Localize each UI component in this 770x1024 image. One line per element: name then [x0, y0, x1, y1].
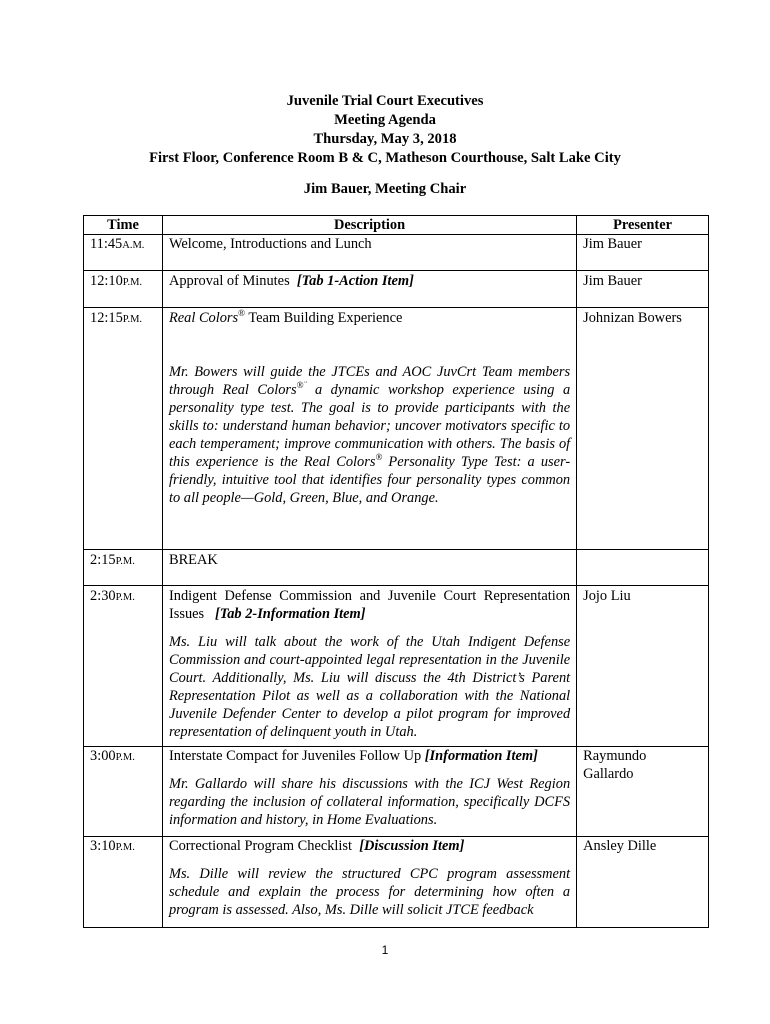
ampm: P.M.	[115, 592, 135, 603]
meeting-location: First Floor, Conference Room B & C, Matheson Courthouse, Salt Lake City	[149, 150, 621, 166]
item-title: Approval of Minutes	[168, 273, 290, 289]
time-cell	[84, 550, 163, 586]
description-cell	[162, 586, 576, 747]
ampm: P.M.	[122, 314, 143, 325]
time-value: 12:15	[90, 310, 123, 326]
presenter-header: Presenter	[577, 216, 709, 235]
description-cell	[162, 271, 576, 308]
time-cell	[84, 837, 163, 928]
item-tag: [Information Item]	[424, 748, 538, 764]
table-row	[84, 308, 709, 550]
time-value: 3:00	[90, 748, 116, 764]
ampm: A.M.	[122, 240, 145, 251]
table-row	[84, 271, 709, 308]
item-title: Welcome, Introductions and Lunch	[168, 236, 372, 252]
time-cell	[84, 271, 163, 308]
presenter-cell: Jojo Liu	[577, 586, 709, 747]
presenter-cell: Jim Bauer	[577, 235, 709, 271]
time-value: 2:15	[90, 552, 116, 568]
item-description: Ms. Dille will review the structured CPC program assessment schedule and explain the process for determining how often a program is assessed. Also, Ms. Dille will solicit JTCE feedback	[168, 866, 571, 918]
description-cell	[162, 308, 576, 550]
ampm: P.M.	[115, 752, 135, 763]
time-cell	[84, 747, 163, 837]
table-row	[84, 586, 709, 747]
item-title: Interstate Compact for Juveniles Follow Up [Information Item]	[168, 748, 538, 764]
presenter-cell: Johnizan Bowers	[577, 308, 709, 550]
presenter-cell	[577, 550, 709, 586]
item-description: Mr. Bowers will guide the JTCEs and AOC JuvCrt Team members through Real Colors®¨ a dynamic workshop experience using a personality type test. The goal is to provide participants with the skills to: understand human behavior; uncover motivators specific to each temperament; improve communication with others. The basis of this experience is the Real Colors® Personality Type Test: a user-friendly, intuitive tool that identifies four personality types common to all people—Gold, Green, Blue, and Orange.	[168, 364, 571, 506]
ampm: P.M.	[122, 277, 143, 288]
time-cell	[84, 586, 163, 747]
page-number: 1	[381, 943, 389, 957]
table-row	[84, 235, 709, 271]
description-cell	[162, 235, 576, 271]
ampm: P.M.	[115, 842, 135, 853]
org-title: Juvenile Trial Court Executives	[286, 93, 484, 109]
time-cell	[84, 308, 163, 550]
description-cell	[162, 747, 576, 837]
item-title: Correctional Program Checklist [Discussion Item]	[168, 838, 465, 854]
table-row	[84, 550, 709, 586]
description-cell	[162, 550, 576, 586]
item-title: Indigent Defense Commission and Juvenile Court Representation Issues [Tab 2-Information Item]	[168, 588, 571, 622]
meeting-date: Thursday, May 3, 2018	[313, 131, 457, 147]
meeting-chair: Jim Bauer, Meeting Chair	[303, 181, 467, 197]
item-description: Mr. Gallardo will share his discussions with the ICJ West Region regarding the inclusion of collateral information, specifically DCFS information and history, in Home Evaluations.	[168, 776, 571, 828]
item-title: BREAK	[168, 552, 218, 568]
doc-type: Meeting Agenda	[334, 112, 436, 128]
time-value: 2:30	[90, 588, 116, 604]
table-row	[84, 747, 709, 837]
item-description: Ms. Liu will talk about the work of the Utah Indigent Defense Commission and court-appointed legal representation in the Juvenile Court. Additionally, Ms. Liu will discuss the 4th District’s Parent Representation Pilot as well as a collaboration with the National Juvenile Defender Center to develop a pilot program for improved representation of delinquent youth in Utah.	[168, 634, 571, 740]
item-tag: [Discussion Item]	[359, 838, 465, 854]
description-header: Description	[162, 216, 576, 235]
description-cell	[162, 837, 576, 928]
time-value: 11:45	[90, 236, 123, 252]
item-tag: [Tab 2-Information Item]	[214, 606, 366, 622]
presenter-cell: Ansley Dille	[577, 837, 709, 928]
time-cell	[84, 235, 163, 271]
presenter-cell: Jim Bauer	[577, 271, 709, 308]
time-value: 12:10	[90, 273, 123, 289]
item-title: Real Colors® Team Building Experience	[168, 308, 403, 326]
time-header: Time	[84, 216, 163, 235]
table-header-row	[84, 216, 709, 235]
agenda-header	[0, 92, 770, 168]
table-row	[84, 837, 709, 928]
presenter-cell: Raymundo Gallardo	[577, 747, 709, 837]
item-tag: [Tab 1-Action Item]	[296, 273, 414, 289]
time-value: 3:10	[90, 838, 116, 854]
ampm: P.M.	[115, 556, 135, 567]
agenda-table	[83, 215, 709, 928]
